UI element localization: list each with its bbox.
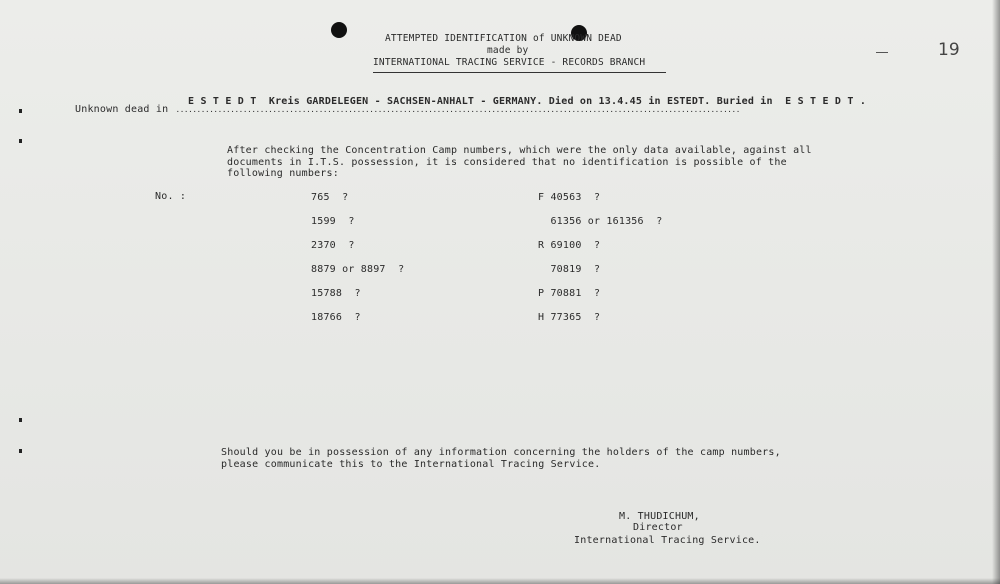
closing-line-1: Should you be in possession of any information concerning the holders of the camp numbers,	[221, 447, 781, 458]
body-line-1: After checking the Concentration Camp numbers, which were the only data available, against all	[227, 145, 812, 156]
number-right: 70819 ?	[538, 264, 601, 275]
number-left: 1599 ?	[311, 216, 355, 227]
page-bottom-shadow	[0, 578, 1000, 584]
unknown-dead-place: E S T E D T Kreis GARDELEGEN - SACHSEN-ANHALT - GERMANY. Died on 13.4.45 in ESTEDT. Buried in E S T E D T .	[188, 96, 867, 107]
number-left: 8879 or 8897 ?	[311, 264, 405, 275]
header-organization: INTERNATIONAL TRACING SERVICE - RECORDS BRANCH	[373, 57, 646, 68]
number-left: 18766 ?	[311, 312, 361, 323]
signature-name: M. THUDICHUM,	[619, 511, 700, 522]
margin-mark	[19, 418, 22, 422]
unknown-dead-label: Unknown dead in	[75, 104, 169, 115]
number-left: 15788 ?	[311, 288, 361, 299]
signature-title: Director	[633, 522, 683, 533]
body-line-2: documents in I.T.S. possession, it is considered that no identification is possible of the	[227, 157, 787, 168]
page-number: 19	[938, 40, 960, 60]
closing-line-2: please communicate this to the International Tracing Service.	[221, 459, 601, 470]
header-title: ATTEMPTED IDENTIFICATION of UNKNOWN DEAD	[385, 33, 622, 44]
dotted-line: ......................................................................................................................................	[176, 107, 741, 114]
numbers-label: No. :	[155, 191, 187, 202]
number-right: 61356 or 161356 ?	[538, 216, 663, 227]
page-edge-shadow	[992, 0, 1000, 584]
header-underline	[373, 72, 666, 73]
number-right: F 40563 ?	[538, 192, 601, 203]
margin-mark	[19, 109, 22, 113]
number-left: 2370 ?	[311, 240, 355, 251]
number-left: 765 ?	[311, 192, 349, 203]
signature-organization: International Tracing Service.	[574, 535, 761, 546]
header-made-by: made by	[487, 45, 529, 56]
corner-mark	[876, 52, 888, 53]
punch-hole	[331, 22, 347, 38]
number-right: R 69100 ?	[538, 240, 601, 251]
body-line-3: following numbers:	[227, 168, 339, 179]
margin-mark	[19, 139, 22, 143]
number-right: H 77365 ?	[538, 312, 601, 323]
number-right: P 70881 ?	[538, 288, 601, 299]
margin-mark	[19, 449, 22, 453]
